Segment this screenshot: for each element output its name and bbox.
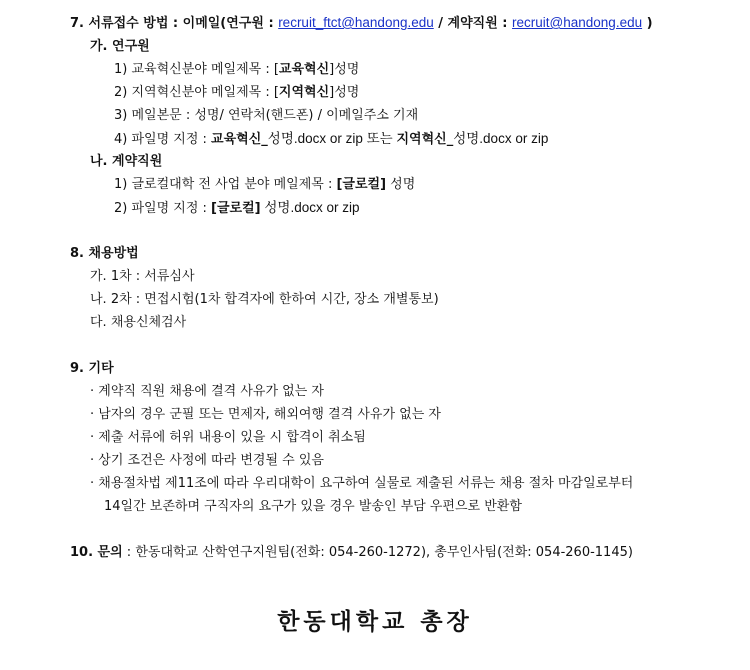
list-item: · 채용절차법 제11조에 따라 우리대학이 요구하여 실물로 제출된 서류는 채용 절차 마감일로부터 — [90, 476, 634, 491]
section-10-contact: 10. 문의 : 한동대학교 산학연구지원팀(전화: 054-260-1272), 총무인사팀(전화: 054-260-1145) — [70, 545, 633, 560]
list-item: 3) 메일본문 : 성명/ 연락처(핸드폰) / 이메일주소 기재 — [114, 108, 419, 123]
section-10-heading: 10. 문의 — [70, 545, 123, 560]
list-item: 다. 채용신체검사 — [90, 315, 187, 330]
list-item: 4) 파일명 지정 : 교육혁신_성명.docx or zip 또는 지역혁신_성명.docx or zip — [114, 131, 549, 147]
list-item: · 남자의 경우 군필 또는 면제자, 해외여행 결격 사유가 없는 자 — [90, 407, 441, 422]
list-item-continuation: 14일간 보존하며 구직자의 요구가 있을 경우 발송인 부담 우편으로 반환함 — [104, 499, 522, 514]
section-7-heading: 7. 서류접수 방법 : 이메일(연구원 : recruit_ftct@handong.edu / 계약직원 : recruit@handong.edu ) — [70, 15, 653, 31]
subsection-contract-staff: 나. 계약직원 — [90, 154, 163, 169]
list-item: 나. 2차 : 면접시험(1차 합격자에 한하여 시간, 장소 개별통보) — [90, 292, 439, 307]
list-item: · 제출 서류에 허위 내용이 있을 시 합격이 취소됨 — [90, 430, 366, 445]
list-item: · 상기 조건은 사정에 따라 변경될 수 있음 — [90, 453, 324, 468]
list-item: 1) 교육혁신분야 메일제목 : [교육혁신]성명 — [114, 62, 360, 77]
signature-title: 한동대학교 총장 — [277, 609, 473, 635]
list-item: 2) 지역혁신분야 메일제목 : [지역혁신]성명 — [114, 85, 360, 100]
section-9-heading: 9. 기타 — [70, 361, 114, 376]
subsection-researcher: 가. 연구원 — [90, 39, 150, 54]
list-item: 가. 1차 : 서류심사 — [90, 269, 195, 284]
section-8-heading: 8. 채용방법 — [70, 246, 139, 261]
email-link-contract[interactable]: recruit@handong.edu — [512, 15, 643, 30]
email-link-researcher[interactable]: recruit_ftct@handong.edu — [278, 15, 434, 30]
list-item: · 계약직 직원 채용에 결격 사유가 없는 자 — [90, 384, 324, 399]
list-item: 1) 글로컬대학 전 사업 분야 메일제목 : [글로컬] 성명 — [114, 177, 416, 192]
list-item: 2) 파일명 지정 : [글로컬] 성명.docx or zip — [114, 200, 360, 216]
